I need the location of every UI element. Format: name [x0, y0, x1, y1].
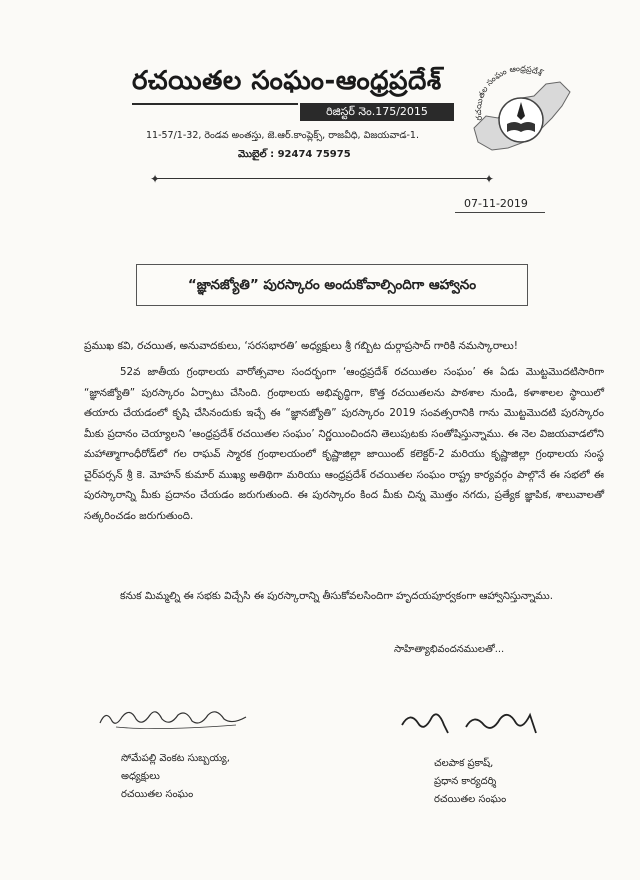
org-title: రచయితల సంఘం-ఆంధ్రప్రదేశ్	[132, 66, 442, 96]
left-signatory	[121, 750, 291, 804]
address: 11-57/1-32, రెండవ అంతస్తు, జె.ఆర్.కాంప్లెక్స్, రాజవీధి, విజయవాడ-1.	[146, 130, 419, 141]
title-underline	[132, 103, 298, 105]
registration-number: రిజిస్టర్ నెం.175/2015	[300, 103, 454, 121]
left-signatory-org: రచయితల సంఘం	[121, 789, 194, 800]
right-signatory-name: చలపాక ప్రకాష్,	[434, 758, 494, 769]
body-text: 52వ జాతీయ గ్రంథాలయ వారోత్సవాల సందర్భంగా ‘ఆంధ్రప్రదేశ్ రచయితల సంఘం’ ఈ ఏడు మొట్టమొదటిసారిగా “జ్ఞానజ్యోతి” పురస్కారం ఏర్పాటు చేసింది. గ్రంథాలయ అభివృద్ధిగా, కొత్త రచయితలను పాఠశాల నుండి, కళాశాలల స్థాయిలో తయారు చేయడంలో కృషి చేసినందుకు ఇచ్చే ఈ “జ్ఞానజ్యోతి” పురస్కారం 2019 సంవత్సరానికి గాను మొట్టమొదటి పురస్కారం మీకు ప్రదానం చెయ్యాలని ‘ఆంధ్రప్రదేశ్ రచయితల సంఘం’ నిర్ణయించిందని తెలుపుటకు సంతోషిస్తున్నాము. ఈ నెల విజయవాడలోని మహాత్మాగాంధీరోడ్‌లో గల రాఘవ్ స్మారక గ్రంథాలయంలో కృష్ణాజిల్లా జాయింట్ కలెక్టర్-2 మరియు కృష్ణాజిల్లా గ్రంథాలయ సంస్థ చైర్‌పర్సన్ శ్రీ కె. మోహన్ కుమార్ ముఖ్య అతిథిగా మరియు ఆంధ్రప్రదేశ్ రచయితల సంఘం రాష్ట్ర కార్యవర్గం పాల్గొనే ఈ సభలో ఈ పురస్కారాన్ని మీకు ప్రదానం చేయడం జరుగుతుంది. ఈ పురస్కారం కింద మీకు చిన్న మొత్తం నగదు, ప్రత్యేక జ్ఞాపిక, శాలువాలతో సత్కరించడం జరుగుతుంది.	[84, 366, 604, 522]
right-signature-icon	[396, 703, 556, 743]
header-divider	[156, 178, 486, 179]
closing-text: కనుక మిమ్మల్ని ఈ సభకు విచ్చేసి ఈ పురస్కారాన్ని తీసుకోవలసిందిగా హృదయపూర్వకంగా ఆహ్వానిస్తున్నాము.	[120, 590, 554, 602]
org-logo-icon	[462, 58, 580, 176]
mobile-number: మొబైల్ : 92474 75975	[238, 149, 351, 160]
right-signatory	[434, 755, 584, 809]
divider-ornament-right-icon: ✦	[484, 172, 495, 186]
letter-date: 07-11-2019	[464, 197, 528, 210]
subject-box: “జ్ఞానజ్యోతి” పురస్కారం అందుకోవాల్సిందిగా ఆహ్వానం	[136, 264, 528, 306]
divider-ornament-left-icon: ✦	[150, 172, 161, 186]
regards: సాహిత్యాభివందనములతో...	[394, 644, 505, 655]
left-signatory-role: అధ్యక్షులు	[121, 771, 160, 782]
date-underline	[455, 212, 545, 213]
logo-text: రచయితల సంఘం ఆంధ్రప్రదేశ్	[473, 63, 544, 122]
left-signature-icon	[96, 697, 256, 737]
body-paragraph	[84, 362, 604, 526]
left-signatory-name: సోమేపల్లి వెంకట సుబ్బయ్య,	[121, 753, 230, 764]
greeting: ప్రముఖ కవి, రచయిత, అనువాదకులు, ‘సరసభారతి’ అధ్యక్షులు శ్రీ గబ్బిట దుర్గాప్రసాద్ గారికి నమస్కారాలు!	[84, 340, 518, 352]
closing-paragraph	[84, 586, 604, 607]
right-signatory-org: రచయితల సంఘం	[434, 794, 507, 805]
right-signatory-role: ప్రధాన కార్యదర్శి	[434, 776, 497, 787]
